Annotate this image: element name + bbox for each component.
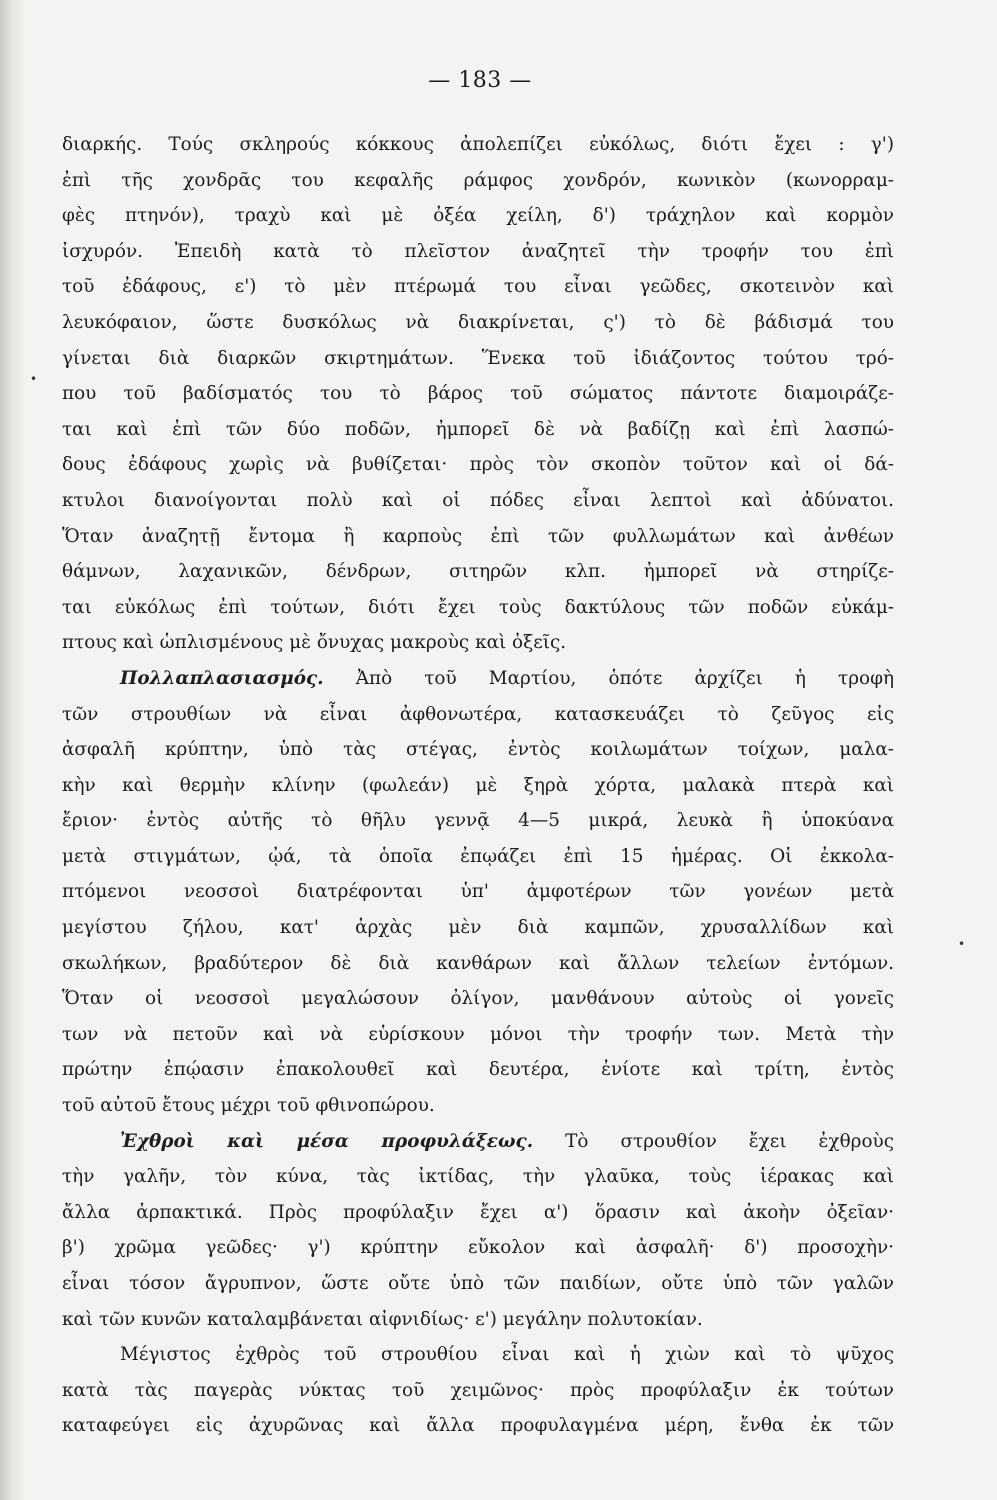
text-line: πρώτην ἐπῴασιν ἐπακολουθεῖ καὶ δευτέρα, ἐνίοτε καὶ τρίτη, ἐντὸς	[62, 1059, 894, 1081]
section-heading-enemies: Ἐχθροὶ καὶ μέσα προφυλάξεως.	[120, 1130, 534, 1152]
text-line: διαρκής. Τούς σκληρούς κόκκους ἀπολεπίζει εὐκόλως, διότι ἔχει : γ')	[62, 134, 894, 155]
text-line: πτους καὶ ὡπλισμένους μὲ ὄνυχας μακροὺς καὶ ὀξεῖς.	[62, 632, 567, 654]
text-line: ται εὐκόλως ἐπὶ τούτων, διότι ἔχει τοὺς δακτύλους τῶν ποδῶν εὐκάμ-	[62, 596, 894, 618]
text-line: τοῦ αὐτοῦ ἔτους μέχρι τοῦ φθινοπώρου.	[62, 1095, 435, 1117]
paragraph-1	[62, 127, 894, 661]
text-line: β') χρῶμα γεῶδες· γ') κρύπτην εὔκολον καὶ ἀσφαλῆ· δ') προσοχὴν·	[62, 1237, 894, 1259]
text-line: κτυλοι διανοίγονται πολὺ καὶ οἱ πόδες εἶναι λεπτοὶ καὶ ἀδύνατοι.	[62, 489, 894, 511]
text-line: ται καὶ ἐπὶ τῶν δύο ποδῶν, ἠμπορεῖ δὲ νὰ βαδίζῃ καὶ ἐπὶ λασπώ-	[62, 418, 894, 440]
text-line	[62, 1124, 894, 1160]
spine-shadow	[0, 0, 26, 1500]
text-line: ἰσχυρόν. Ἐπειδὴ κατὰ τὸ πλεῖστον ἀναζητεῖ τὴν τροφήν του ἐπὶ	[62, 240, 894, 262]
text-line: ἄλλα ἁρπακτικά. Πρὸς προφύλαξιν ἔχει α') ὅρασιν καὶ ἀκοὴν ὀξεῖαν·	[62, 1201, 894, 1223]
text-line: που τοῦ βαδίσματός του τὸ βάρος τοῦ σώματος πάντοτε διαμοιράζε-	[62, 383, 894, 405]
text-line: κὴν καὶ θερμὴν κλίνην (φωλεάν) μὲ ξηρὰ χόρτα, μαλακὰ πτερὰ καὶ	[62, 774, 894, 796]
text-line: δους ἐδάφους χωρὶς νὰ βυθίζεται· πρὸς τὸν σκοπὸν τοῦτον καὶ οἱ δά-	[62, 454, 894, 476]
body-text	[62, 127, 894, 1444]
text-line: μετὰ στιγμάτων, ᾠά, τὰ ὁποῖα ἐπῳάζει ἐπὶ 15 ἡμέρας. Οἱ ἐκκολα-	[62, 845, 894, 867]
text-line: Ὅταν ἀναζητῇ ἔντομα ἢ καρποὺς ἐπὶ τῶν φυλλωμάτων καὶ ἀνθέων	[62, 525, 894, 547]
text-line: λευκόφαιον, ὥστε δυσκόλως νὰ διακρίνεται, ς') τὸ δὲ βάδισμά του	[62, 311, 894, 333]
text-line: σκωλήκων, βραδύτερον δὲ διὰ κανθάρων καὶ ἄλλων τελείων ἐντόμων.	[62, 952, 894, 974]
text-line: τοῦ ἐδάφους, ε') τὸ μὲν πτέρωμά του εἶναι γεῶδες, σκοτεινὸν καὶ	[62, 276, 894, 298]
text-fragment: Τὸ στρουθίον ἔχει ἐχθροὺς	[533, 1130, 894, 1152]
text-fragment: Ἀπὸ τοῦ Μαρτίου, ὁπότε ἀρχίζει ἡ τροφὴ	[323, 667, 894, 689]
paragraph-3	[62, 1124, 894, 1338]
text-line: γίνεται διὰ διαρκῶν σκιρτημάτων. Ἕνεκα τοῦ ἰδιάζοντος τούτου τρό-	[62, 347, 894, 369]
text-line: θάμνων, λαχανικῶν, δένδρων, σιτηρῶν κλπ. ἠμπορεῖ νὰ στηρίζε-	[62, 561, 894, 583]
text-line: ἔριον· ἐντὸς αὐτῆς τὸ θῆλυ γεννᾷ 4—5 μικρά, λευκὰ ἢ ὑποκύανα	[62, 810, 894, 832]
text-line: πτόμενοι νεοσσοὶ διατρέφονται ὑπ' ἀμφοτέρων τῶν γονέων μετὰ	[62, 881, 894, 903]
margin-dot-mark: •	[958, 937, 966, 951]
text-line: των νὰ πετοῦν καὶ νὰ εὑρίσκουν μόνοι τὴν τροφήν των. Μετὰ τὴν	[62, 1023, 894, 1045]
text-line: εἶναι τόσον ἄγρυπνον, ὥστε οὔτε ὑπὸ τῶν παιδίων, οὔτε ὑπὸ τῶν γαλῶν	[62, 1273, 894, 1294]
text-line: καταφεύγει εἰς ἀχυρῶνας καὶ ἄλλα προφυλαγμένα μέρη, ἔνθα ἐκ τῶν	[62, 1415, 894, 1437]
text-line: Ὅταν οἱ νεοσσοὶ μεγαλώσουν ὀλίγον, μανθάνουν αὐτοὺς οἱ γονεῖς	[62, 988, 894, 1010]
section-heading-reproduction: Πολλαπλασιασμός.	[120, 667, 324, 689]
text-line: ἀσφαλῆ κρύπτην, ὑπὸ τὰς στέγας, ἐντὸς κοιλωμάτων τοίχων, μαλα-	[62, 739, 894, 761]
text-line: τῶν στρουθίων νὰ εἶναι ἀφθονωτέρα, κατασκευάζει τὸ ζεῦγος εἰς	[62, 703, 894, 725]
text-line: Μέγιστος ἐχθρὸς τοῦ στρουθίου εἶναι καὶ ἡ χιὼν καὶ τὸ ψῦχος	[120, 1344, 894, 1366]
text-line: τὴν γαλῆν, τὸν κύνα, τὰς ἰκτίδας, τὴν γλαῦκα, τοὺς ἱέρακας καὶ	[62, 1166, 894, 1188]
margin-dot-mark: •	[30, 372, 38, 386]
text-line: μεγίστου ζήλου, κατ' ἀρχὰς μὲν διὰ καμπῶν, χρυσαλλίδων καὶ	[62, 917, 894, 939]
paragraph-2	[62, 661, 894, 1124]
text-line	[62, 661, 894, 697]
text-line: καὶ τῶν κυνῶν καταλαμβάνεται αἰφνιδίως· ε') μεγάλην πολυτοκίαν.	[62, 1308, 703, 1330]
page-number: — 183 —	[428, 68, 532, 93]
text-line: φὲς πτηνόν), τραχὺ καὶ μὲ ὀξέα χείλη, δ') τράχηλον καὶ κορμὸν	[62, 205, 894, 227]
paragraph-4	[62, 1337, 894, 1444]
text-line: κατὰ τὰς παγερὰς νύκτας τοῦ χειμῶνος· πρὸς προφύλαξιν ἐκ τούτων	[62, 1379, 894, 1401]
text-line: ἐπὶ τῆς χονδρᾶς του κεφαλῆς ράμφος χονδρόν, κωνικὸν (κωνορραμ-	[62, 169, 894, 191]
